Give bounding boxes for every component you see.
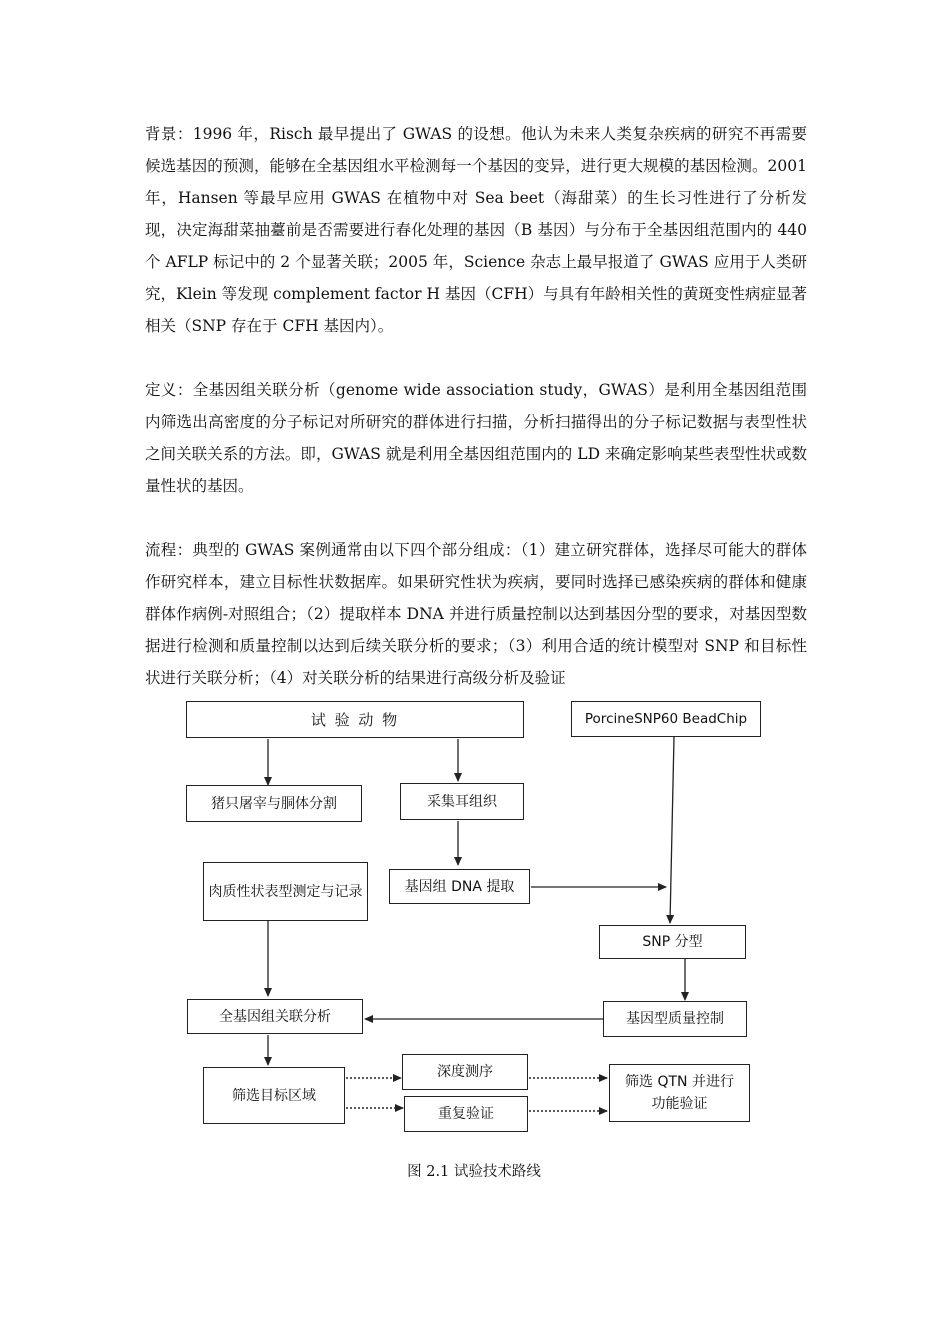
background-paragraph: 背景：1996 年，Risch 最早提出了 GWAS 的设想。他认为未来人类复杂疾病的研究不再需要候选基因的预测，能够在全基因组水平检测每一个基因的变异，进行更大规模的基因检测。2001 年，Hansen 等最早应用 GWAS 在植物中对 Sea beet（海甜菜）的生长习性进行了分析发现，决定海甜菜抽薹前是否需要进行春化处理的基因（B 基因）与分布于全基因组范围内的 440 个 AFLP 标记中的 2 个显著关联；2005 年，Science 杂志上最早报道了 GWAS 应用于人类研究，Klein 等发现 complement factor H 基因（CFH）与具有年龄相关性的黄斑变性病症显著相关（SNP 存在于 CFH 基因内）。 xyxy=(145,125,807,335)
node-dna: 基因组 DNA 提取 xyxy=(389,869,530,904)
arrow-chip-snp xyxy=(670,737,674,923)
node-chip: PorcineSNP60 BeadChip xyxy=(571,701,761,737)
workflow-paragraph: 流程：典型的 GWAS 案例通常由以下四个部分组成：（1）建立研究群体，选择尽可能大的群体作研究样本，建立目标性状数据库。如果研究性状为疾病，要同时选择已感染疾病的群体和健康群体作病例-对照组合；（2）提取样本 DNA 并进行质量控制以达到基因分型的要求，对基因型数据进行检测和质量控制以达到后续关联分析的要求；（3）利用合适的统计模型对 SNP 和目标性状进行关联分析；（4）对关联分析的结果进行高级分析及验证 xyxy=(145,541,807,687)
node-meat: 肉质性状表型测定与记录 xyxy=(203,862,368,921)
node-slaughter: 猪只屠宰与胴体分割 xyxy=(186,785,362,822)
node-seq: 深度测序 xyxy=(402,1054,528,1090)
node-qtn: 筛选 QTN 并进行功能验证 xyxy=(609,1064,750,1122)
node-gwas: 全基因组关联分析 xyxy=(187,999,363,1034)
node-ear: 采集耳组织 xyxy=(400,783,524,820)
node-animals: 试 验 动 物 xyxy=(186,701,524,738)
technical-route-figure xyxy=(172,690,776,1184)
node-snp: SNP 分型 xyxy=(599,925,746,959)
node-qc: 基因型质量控制 xyxy=(603,1001,747,1037)
node-verify: 重复验证 xyxy=(404,1096,528,1132)
definition-paragraph: 定义：全基因组关联分析（genome wide association study，GWAS）是利用全基因组范围内筛选出高密度的分子标记对所研究的群体进行扫描，分析扫描得出的分子标记数据与表型性状之间关联关系的方法。即，GWAS 就是利用全基因组范围内的 LD 来确定影响某些表型性状或数量性状的基因。 xyxy=(145,381,807,495)
figure-caption: 图 2.1 试验技术路线 xyxy=(407,1164,541,1180)
node-region: 筛选目标区域 xyxy=(203,1067,345,1124)
